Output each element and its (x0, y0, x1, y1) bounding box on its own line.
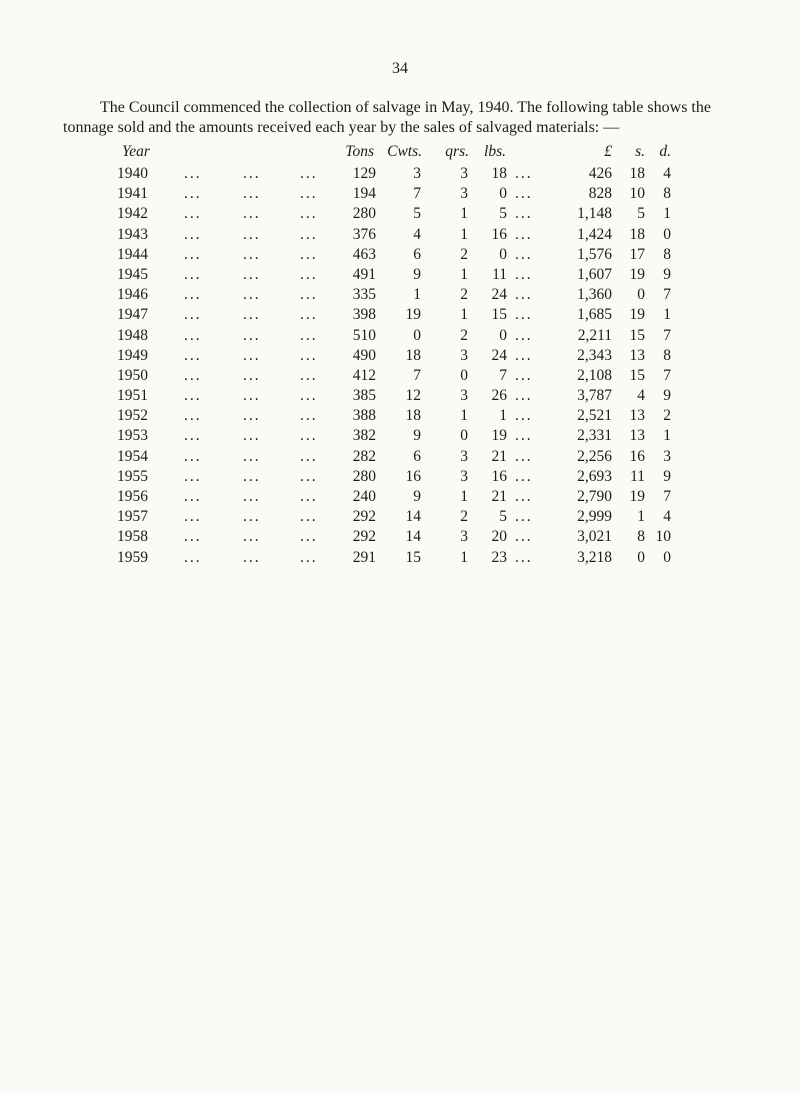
cell-pounds: 2,256 (577, 447, 612, 465)
leader-dots: ... (184, 488, 202, 505)
cell-shillings: 13 (629, 346, 645, 364)
cell-pence: 4 (663, 508, 671, 526)
leader-dots: ... (300, 488, 318, 505)
cell-pence: 1 (663, 427, 671, 445)
cell-lbs: 18 (491, 165, 507, 182)
leader-dots: ... (184, 467, 202, 485)
leader-dots: ... (300, 286, 318, 304)
leader-dots: ... (184, 508, 202, 526)
leader-dots: ... (243, 346, 261, 364)
cell-qrs: 1 (460, 488, 468, 505)
cell-tons: 388 (352, 407, 376, 425)
cell-pence: 1 (663, 306, 671, 324)
leader-dots: ... (184, 245, 202, 263)
leader-dots: ... (184, 387, 202, 405)
leader-dots: ... (243, 467, 261, 485)
table-row (0, 326, 800, 346)
cell-tons: 398 (352, 306, 376, 324)
cell-shillings: 18 (629, 225, 645, 243)
header-lbs: lbs. (484, 143, 506, 160)
cell-shillings: 15 (629, 326, 645, 344)
cell-pence: 4 (663, 165, 671, 182)
cell-year: 1955 (117, 467, 148, 485)
leader-dots: ... (515, 427, 533, 445)
leader-dots: ... (300, 245, 318, 263)
cell-lbs: 0 (499, 245, 507, 263)
cell-cwts: 9 (413, 488, 421, 505)
cell-pence: 3 (663, 447, 671, 465)
cell-lbs: 21 (491, 488, 507, 505)
cell-shillings: 11 (630, 467, 645, 485)
cell-pounds: 1,424 (577, 225, 612, 243)
cell-cwts: 3 (413, 165, 421, 182)
cell-cwts: 1 (413, 286, 421, 304)
cell-pence: 7 (663, 488, 671, 505)
table-row (0, 447, 800, 467)
cell-shillings: 17 (629, 245, 645, 263)
cell-shillings: 19 (629, 265, 645, 283)
cell-lbs: 16 (491, 467, 507, 485)
cell-shillings: 10 (629, 185, 645, 203)
cell-cwts: 5 (413, 205, 421, 223)
cell-tons: 129 (352, 165, 376, 182)
cell-pounds: 828 (588, 185, 612, 203)
leader-dots: ... (243, 165, 261, 182)
cell-qrs: 2 (460, 245, 468, 263)
cell-shillings: 13 (629, 407, 645, 425)
leader-dots: ... (300, 265, 318, 283)
cell-year: 1952 (117, 407, 148, 425)
cell-pounds: 2,790 (577, 488, 612, 505)
table-row (0, 527, 800, 547)
leader-dots: ... (300, 467, 318, 485)
leader-dots: ... (243, 185, 261, 203)
leader-dots: ... (243, 427, 261, 445)
cell-cwts: 9 (413, 265, 421, 283)
cell-year: 1948 (117, 326, 148, 344)
leader-dots: ... (243, 265, 261, 283)
cell-qrs: 1 (460, 407, 468, 425)
table-row (0, 225, 800, 245)
table-header (0, 142, 800, 164)
cell-cwts: 18 (405, 407, 421, 425)
leader-dots: ... (184, 346, 202, 364)
leader-dots: ... (243, 407, 261, 425)
leader-dots: ... (300, 508, 318, 526)
cell-lbs: 7 (499, 366, 507, 384)
leader-dots: ... (515, 286, 533, 304)
cell-pounds: 2,999 (577, 508, 612, 526)
cell-cwts: 12 (405, 387, 421, 405)
cell-qrs: 3 (460, 467, 468, 485)
leader-dots: ... (243, 225, 261, 243)
cell-tons: 412 (352, 366, 376, 384)
cell-shillings: 1 (637, 508, 645, 526)
leader-dots: ... (515, 548, 533, 566)
cell-year: 1954 (117, 447, 148, 465)
cell-year: 1944 (117, 245, 148, 263)
cell-cwts: 14 (405, 528, 421, 546)
cell-qrs: 0 (460, 366, 468, 384)
leader-dots: ... (300, 427, 318, 445)
leader-dots: ... (184, 407, 202, 425)
leader-dots: ... (243, 387, 261, 405)
cell-year: 1950 (117, 366, 148, 384)
cell-tons: 280 (352, 205, 376, 223)
cell-tons: 194 (352, 185, 376, 203)
leader-dots: ... (300, 326, 318, 344)
cell-pence: 10 (655, 528, 671, 546)
cell-tons: 463 (352, 245, 376, 263)
cell-shillings: 13 (629, 427, 645, 445)
cell-lbs: 24 (491, 286, 507, 304)
leader-dots: ... (243, 366, 261, 384)
leader-dots: ... (515, 346, 533, 364)
cell-tons: 382 (352, 427, 376, 445)
leader-dots: ... (184, 205, 202, 223)
cell-tons: 240 (352, 488, 376, 505)
cell-pence: 2 (663, 407, 671, 425)
page-number: 34 (392, 60, 408, 77)
cell-tons: 280 (352, 467, 376, 485)
table-row (0, 406, 800, 426)
cell-pence: 7 (663, 366, 671, 384)
leader-dots: ... (515, 205, 533, 223)
leader-dots: ... (300, 548, 318, 566)
cell-qrs: 3 (460, 528, 468, 546)
table-row (0, 386, 800, 406)
cell-lbs: 16 (491, 225, 507, 243)
cell-cwts: 14 (405, 508, 421, 526)
cell-year: 1945 (117, 265, 148, 283)
intro-paragraph (63, 98, 763, 138)
cell-pounds: 2,108 (577, 366, 612, 384)
table-row (0, 467, 800, 487)
cell-year: 1957 (117, 508, 148, 526)
cell-qrs: 0 (460, 427, 468, 445)
cell-cwts: 7 (413, 366, 421, 384)
cell-year: 1940 (117, 165, 148, 182)
leader-dots: ... (300, 387, 318, 405)
leader-dots: ... (515, 306, 533, 324)
cell-shillings: 18 (629, 165, 645, 182)
cell-cwts: 0 (413, 326, 421, 344)
cell-tons: 291 (352, 548, 376, 566)
cell-year: 1946 (117, 286, 148, 304)
cell-lbs: 11 (492, 265, 507, 283)
cell-qrs: 3 (460, 387, 468, 405)
cell-pence: 0 (663, 548, 671, 566)
cell-qrs: 3 (460, 346, 468, 364)
cell-lbs: 19 (491, 427, 507, 445)
cell-cwts: 6 (413, 245, 421, 263)
header-qrs: qrs. (445, 143, 469, 160)
cell-pence: 9 (663, 387, 671, 405)
leader-dots: ... (184, 447, 202, 465)
cell-shillings: 5 (637, 205, 645, 223)
header-tons: Tons (345, 143, 374, 160)
cell-year: 1947 (117, 306, 148, 324)
cell-lbs: 1 (499, 407, 507, 425)
cell-shillings: 19 (629, 488, 645, 505)
cell-qrs: 2 (460, 508, 468, 526)
leader-dots: ... (184, 427, 202, 445)
cell-qrs: 3 (460, 447, 468, 465)
cell-qrs: 1 (460, 225, 468, 243)
leader-dots: ... (515, 366, 533, 384)
leader-dots: ... (243, 205, 261, 223)
leader-dots: ... (184, 326, 202, 344)
cell-tons: 510 (352, 326, 376, 344)
leader-dots: ... (184, 265, 202, 283)
cell-year: 1953 (117, 427, 148, 445)
leader-dots: ... (515, 508, 533, 526)
cell-year: 1949 (117, 346, 148, 364)
leader-dots: ... (300, 346, 318, 364)
cell-cwts: 4 (413, 225, 421, 243)
cell-shillings: 4 (637, 387, 645, 405)
leader-dots: ... (184, 366, 202, 384)
cell-shillings: 0 (637, 548, 645, 566)
cell-lbs: 20 (491, 528, 507, 546)
table-row (0, 285, 800, 305)
leader-dots: ... (243, 548, 261, 566)
table-row (0, 507, 800, 527)
header-shillings: s. (635, 143, 645, 160)
leader-dots: ... (243, 447, 261, 465)
cell-tons: 490 (352, 346, 376, 364)
leader-dots: ... (243, 306, 261, 324)
table-row (0, 548, 800, 568)
cell-pounds: 2,343 (577, 346, 612, 364)
cell-year: 1943 (117, 225, 148, 243)
leader-dots: ... (515, 387, 533, 405)
cell-tons: 292 (352, 508, 376, 526)
cell-pounds: 3,787 (577, 387, 612, 405)
cell-lbs: 26 (491, 387, 507, 405)
cell-qrs: 3 (460, 185, 468, 203)
table-row (0, 245, 800, 265)
cell-pence: 8 (663, 346, 671, 364)
leader-dots: ... (300, 306, 318, 324)
cell-pence: 9 (663, 467, 671, 485)
cell-pounds: 2,331 (577, 427, 612, 445)
table-row (0, 487, 800, 507)
cell-pence: 9 (663, 265, 671, 283)
cell-qrs: 3 (460, 165, 468, 182)
cell-shillings: 19 (629, 306, 645, 324)
cell-shillings: 15 (629, 366, 645, 384)
header-pence: d. (659, 143, 671, 160)
leader-dots: ... (184, 306, 202, 324)
cell-pounds: 1,685 (577, 306, 612, 324)
cell-pounds: 1,148 (577, 205, 612, 223)
leader-dots: ... (184, 185, 202, 203)
cell-shillings: 8 (637, 528, 645, 546)
cell-year: 1941 (117, 185, 148, 203)
leader-dots: ... (184, 528, 202, 546)
leader-dots: ... (300, 366, 318, 384)
cell-cwts: 18 (405, 346, 421, 364)
cell-pounds: 1,607 (577, 265, 612, 283)
cell-pounds: 1,360 (577, 286, 612, 304)
leader-dots: ... (515, 265, 533, 283)
cell-tons: 292 (352, 528, 376, 546)
cell-pence: 0 (663, 225, 671, 243)
leader-dots: ... (184, 548, 202, 566)
leader-dots: ... (515, 326, 533, 344)
cell-cwts: 15 (405, 548, 421, 566)
cell-lbs: 5 (499, 205, 507, 223)
cell-pounds: 2,211 (577, 326, 612, 344)
cell-lbs: 15 (491, 306, 507, 324)
intro-line-1: The Council commenced the collection of salvage in May, 1940. The following table shows the (100, 99, 711, 116)
cell-cwts: 19 (405, 306, 421, 324)
cell-tons: 335 (352, 286, 376, 304)
leader-dots: ... (515, 165, 533, 182)
cell-qrs: 1 (460, 265, 468, 283)
table-body (0, 164, 800, 568)
cell-tons: 385 (352, 387, 376, 405)
cell-pounds: 2,693 (577, 467, 612, 485)
leader-dots: ... (243, 326, 261, 344)
leader-dots: ... (184, 165, 202, 182)
cell-shillings: 16 (629, 447, 645, 465)
leader-dots: ... (243, 286, 261, 304)
cell-lbs: 24 (491, 346, 507, 364)
cell-pence: 8 (663, 245, 671, 263)
header-year: Year (122, 143, 150, 160)
cell-cwts: 9 (413, 427, 421, 445)
header-pounds: £ (604, 143, 612, 160)
header-cwts: Cwts. (387, 143, 422, 160)
cell-pounds: 3,218 (577, 548, 612, 566)
leader-dots: ... (515, 528, 533, 546)
cell-qrs: 2 (460, 286, 468, 304)
cell-lbs: 5 (499, 508, 507, 526)
cell-pounds: 426 (588, 165, 612, 182)
cell-pounds: 3,021 (577, 528, 612, 546)
cell-pence: 8 (663, 185, 671, 203)
cell-lbs: 0 (499, 185, 507, 203)
table-row (0, 426, 800, 446)
cell-lbs: 0 (499, 326, 507, 344)
table-row (0, 346, 800, 366)
cell-year: 1956 (117, 488, 148, 505)
leader-dots: ... (243, 508, 261, 526)
cell-cwts: 16 (405, 467, 421, 485)
leader-dots: ... (515, 185, 533, 203)
leader-dots: ... (515, 467, 533, 485)
cell-tons: 376 (352, 225, 376, 243)
leader-dots: ... (515, 447, 533, 465)
cell-tons: 282 (352, 447, 376, 465)
cell-pence: 7 (663, 326, 671, 344)
cell-cwts: 6 (413, 447, 421, 465)
cell-qrs: 1 (460, 548, 468, 566)
leader-dots: ... (515, 488, 533, 505)
table-row (0, 164, 800, 184)
salvage-table (0, 142, 800, 568)
cell-cwts: 7 (413, 185, 421, 203)
cell-year: 1942 (117, 205, 148, 223)
cell-year: 1959 (117, 548, 148, 566)
leader-dots: ... (184, 225, 202, 243)
intro-line-2: tonnage sold and the amounts received each year by the sales of salvaged materials: — (63, 119, 620, 136)
cell-lbs: 21 (491, 447, 507, 465)
cell-pounds: 2,521 (577, 407, 612, 425)
leader-dots: ... (243, 245, 261, 263)
leader-dots: ... (515, 245, 533, 263)
cell-year: 1958 (117, 528, 148, 546)
cell-lbs: 23 (491, 548, 507, 566)
cell-shillings: 0 (637, 286, 645, 304)
leader-dots: ... (243, 488, 261, 505)
cell-qrs: 1 (460, 205, 468, 223)
leader-dots: ... (300, 185, 318, 203)
table-row (0, 366, 800, 386)
leader-dots: ... (300, 225, 318, 243)
leader-dots: ... (300, 205, 318, 223)
cell-tons: 491 (352, 265, 376, 283)
cell-pence: 1 (663, 205, 671, 223)
leader-dots: ... (300, 165, 318, 182)
table-row (0, 184, 800, 204)
table-row (0, 305, 800, 325)
table-row (0, 204, 800, 224)
leader-dots: ... (515, 407, 533, 425)
table-row (0, 265, 800, 285)
cell-pence: 7 (663, 286, 671, 304)
leader-dots: ... (300, 407, 318, 425)
leader-dots: ... (300, 447, 318, 465)
leader-dots: ... (184, 286, 202, 304)
cell-qrs: 2 (460, 326, 468, 344)
leader-dots: ... (515, 225, 533, 243)
cell-qrs: 1 (460, 306, 468, 324)
leader-dots: ... (300, 528, 318, 546)
cell-pounds: 1,576 (577, 245, 612, 263)
leader-dots: ... (243, 528, 261, 546)
cell-year: 1951 (117, 387, 148, 405)
